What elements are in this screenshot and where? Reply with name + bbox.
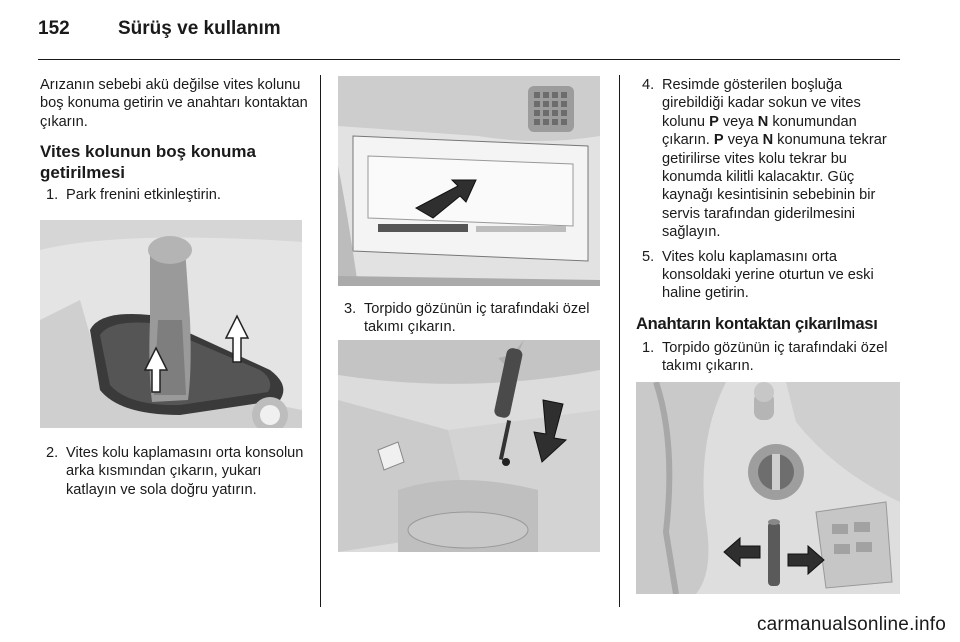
step-text: Torpido gözünün iç tarafındaki özel takımı çıkarın. bbox=[662, 339, 888, 375]
gear-key-n: N bbox=[762, 132, 774, 149]
step-text: Vites kolu kaplamasını orta konsoldaki yerine oturtun ve eski haline getirin. bbox=[662, 248, 874, 302]
chapter-title: Sürüş ve kullanım bbox=[118, 18, 281, 39]
gear-key-p: P bbox=[709, 113, 719, 130]
section-heading-key-removal: Anahtarın kontaktan çıkarılması bbox=[636, 313, 878, 333]
watermark: carmanualsonline.info bbox=[756, 614, 946, 635]
step-number: 1. bbox=[46, 187, 59, 204]
step-number: 1. bbox=[642, 339, 655, 356]
column-2 bbox=[338, 300, 610, 337]
step-text: Park frenini etkinleştirin. bbox=[66, 187, 221, 204]
step-4-insert-tool bbox=[636, 76, 906, 242]
step-text: Torpido gözünün iç tarafındaki özel takımı çıkarın. bbox=[364, 301, 590, 336]
column-divider-1 bbox=[320, 75, 321, 607]
tool-insert-illustration bbox=[338, 340, 600, 552]
step-1-take-tool bbox=[636, 339, 906, 376]
step-2-remove-cover bbox=[40, 444, 312, 499]
glovebox-illustration bbox=[338, 76, 600, 286]
figure-gear-lever bbox=[40, 220, 302, 428]
step-text-part: konumuna tekrar getirilirse vites kolu tekrar bu konumda kilitli kalacaktır. Güç kaynağı kesintisinin sebebinin bir servis tarafından giderilmesini sağlayın. bbox=[662, 132, 887, 241]
column-1-lower bbox=[40, 444, 312, 499]
gear-key-p: P bbox=[713, 132, 724, 149]
step-text-part: veya bbox=[723, 132, 763, 149]
step-text: Vites kolu kaplamasını orta konsolun arka kısmından çıkarın, yukarı katlayın ve sola doğru yatırın. bbox=[66, 445, 304, 498]
column-3 bbox=[636, 76, 906, 376]
ignition-illustration bbox=[636, 382, 900, 594]
step-text bbox=[662, 77, 887, 240]
step-number: 5. bbox=[642, 248, 655, 265]
page-number: 152 bbox=[38, 18, 70, 39]
step-text-part: veya bbox=[718, 113, 758, 130]
figure-glovebox bbox=[338, 76, 600, 286]
column-divider-2 bbox=[619, 75, 620, 607]
step-5-refit-cover bbox=[636, 248, 906, 303]
step-text-part: Resimde gösterilen boşluğa girebildiği kadar sokun ve vites kolunu bbox=[662, 77, 861, 130]
gear-lever-illustration bbox=[40, 220, 302, 428]
figure-ignition bbox=[636, 382, 900, 594]
step-number: 4. bbox=[642, 77, 655, 93]
page-header bbox=[38, 18, 902, 52]
column-1 bbox=[40, 76, 310, 205]
step-3-take-tool bbox=[338, 300, 610, 337]
section-heading-neutral: Vites kolunun boş konuma getirilmesi bbox=[40, 142, 256, 183]
header-rule bbox=[38, 59, 900, 60]
step-1-park-brake bbox=[40, 186, 310, 204]
step-text-part: konumundan çıkarın. bbox=[662, 113, 857, 149]
step-number: 3. bbox=[344, 301, 357, 317]
intro-paragraph: Arızanın sebebi akü değilse vites kolunu boş konuma getirin ve anahtarı kontaktan çıkarın. bbox=[40, 77, 308, 130]
step-number: 2. bbox=[46, 445, 59, 461]
gear-key-n: N bbox=[757, 113, 769, 130]
figure-tool-insert bbox=[338, 340, 600, 552]
